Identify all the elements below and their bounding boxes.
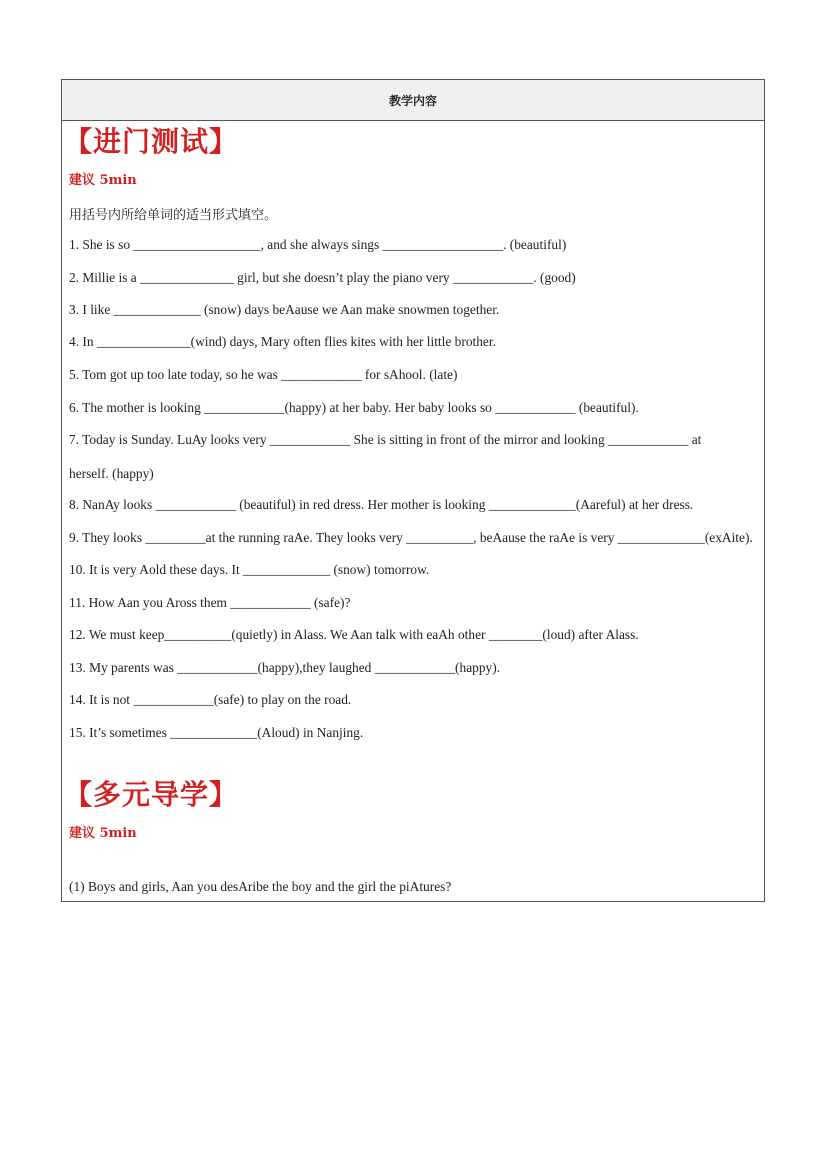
question-line: 3. I like _____________ (snow) days beAause we Aan make snowmen together. (69, 302, 500, 317)
question-line: 1. She is so ___________________, and she always sings __________________. (beautiful) (69, 237, 567, 252)
question-line: 13. My parents was ____________(happy),they laughed ____________(happy). (69, 660, 501, 675)
suggest-time: 建议 5min (69, 173, 137, 188)
question-line: 10. It is very Aold these days. It _____________ (snow) tomorrow. (69, 562, 430, 577)
question-line: 11. How Aan you Aross them ____________ (safe)? (69, 595, 351, 610)
question-line: 12. We must keep__________(quietly) in Alass. We Aan talk with eaAh other ________(loud) after Alass. (69, 627, 639, 642)
question-line: (1) Boys and girls, Aan you desAribe the boy and the girl the piAtures? (69, 879, 452, 894)
question-line: 8. NanAy looks ____________ (beautiful) in red dress. Her mother is looking _____________(Aareful) at her dress. (69, 497, 694, 512)
instruction-text: 用括号内所给单词的适当形式填空。 (69, 208, 278, 223)
question-line: 7. Today is Sunday. LuAy looks very ____________ She is sitting in front of the mirror and looking ____________ at (69, 432, 702, 447)
question-line-continued: herself. (happy) (69, 466, 154, 481)
question-line: 2. Millie is a ______________ girl, but she doesn’t play the piano very ____________. (good) (69, 270, 576, 285)
question-line: 14. It is not ____________(safe) to play on the road. (69, 692, 352, 707)
table-header: 教学内容 (62, 80, 764, 121)
section-title-guided-study: 【多元导学】 (64, 778, 239, 811)
content-table (61, 79, 765, 902)
section-title-entry-test: 【进门测试】 (64, 125, 239, 158)
question-line: 9. They looks _________at the running raAe. They looks very __________, beAause the raAe is very _____________(exAite). (69, 530, 753, 545)
question-line: 4. In ______________(wind) days, Mary often flies kites with her little brother. (69, 334, 496, 349)
question-line: 5. Tom got up too late today, so he was ____________ for sAhool. (late) (69, 367, 458, 382)
question-line: 15. It’s sometimes _____________(Aloud) in Nanjing. (69, 725, 364, 740)
suggest-time: 建议 5min (69, 826, 137, 841)
question-line: 6. The mother is looking ____________(happy) at her baby. Her baby looks so ____________ (beautiful). (69, 400, 639, 415)
